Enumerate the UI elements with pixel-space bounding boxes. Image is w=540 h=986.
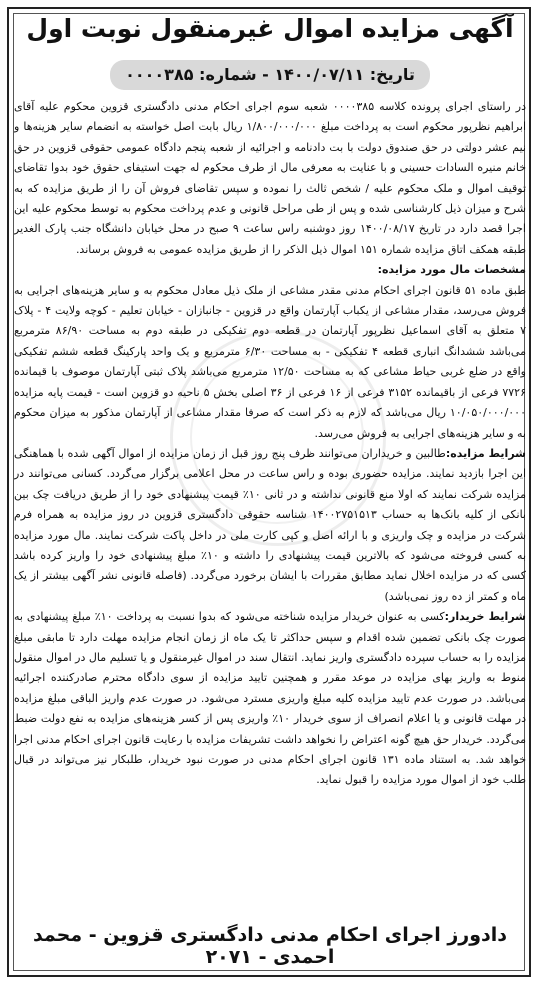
date-number-band: تاریخ: ۱۴۰۰/۰۷/۱۱ - شماره: ۰۰۰۰۳۸۵ [110, 60, 430, 90]
property-section-heading: مشخصات مال مورد مزایده: [377, 263, 526, 277]
conditions-lead: شرایط مزایده: [445, 446, 526, 460]
signature-footer: دادورز اجرای احکام مدنی دادگستری قزوین - محمد احمدی - ۲۰۷۱ [32, 924, 508, 968]
property-paragraph: طبق ماده ۵۱ قانون اجرای احکام مدنی مقدر مشاعی از ملک ذیل معادل محکوم به و سایر هزینه‌های اجرایی به فروش می‌رسد، مقدار مشاعی از یکباب آپارتمان واقع در قزوین - جانبازان - خیابان تعلیم - کوچه ولایت ۴ - پلاک ۷ متعلق به آقای اسماعیل نظرپور آپارتمان در قطعه دوم تفکیکی در طبقه دوم به مساحت ۸۶/۹۰ مترمربع می‌باشد ششدانگ انباری قطعه ۴ تفکیکی - به مساحت ۶/۳۰ مترمربع و یک واحد پارکینگ قطعه ششم تفکیکی واقع در ضلع غربی حیاط مشاعی که به مساحت ۱۲/۵۰ مترمربع می‌باشد پلاک ثبتی آپارتمان موصوف با قیمانده ۷۷۲۶ فرعی از باقیمانده ۳۱۵۲ فرعی از ۱۶ فرعی از ۳۶ اصلی بخش ۵ ناحیه دو قزوین است - قیمت پایه مزایده ۱۰/۰۵۰/۰۰۰/۰۰۰ ریال می‌باشد که لازم به ذکر است که صرفا مقدار مشاعی از آپارتمان مذکور به میزان محکوم به و سایر هزینه‌های اجرایی به فروش می‌رسد. [14, 283, 526, 440]
buyer-text: کسی به عنوان خریدار مزایده شناخته می‌شود که بدوا نسبت به پرداخت ۱۰٪ مبلغ پیشنهادی به صورت چک بانکی تضمین شده اقدام و سپس حداکثر تا یک ماه از زمان انجام مزایده مهلت دارد تا مابقی مبلغ مزایده را به حساب سپرده دادگستری واریز نماید. انتقال سند در اموال غیرمنقول و یا تسلیم مال در اموال منقول منوط به واریز بهای مزایده در موعد مقرر و همچنین تایید مزایده از سوی دادگاه محترم صادرکننده اجرائیه می‌باشد. در صورت عدم تایید مزایده کلیه مبلغ واریزی مسترد می‌شود. در صورت عدم واریز الباقی مبلغ مزایده در مهلت قانونی و یا اعلام انصراف از سوی خریدار ۱۰٪ واریزی پس از کسر هزینه‌های مزایده به نفع دولت ضبط می‌گردد. خریدار حق هیچ گونه اعتراض را نخواهد داشت تشریفات مزایده با رعایت قانون اجرای احکام مدنی اجرا خواهد شد. به استناد ماده ۱۳۱ قانون اجرای احکام مدنی در صورت نبود خریدار، طلبکار نیز می‌تواند در قبال طلب خود از اموال مورد مزایده را قبول نماید. [14, 610, 526, 787]
conditions-text: طالبین و خریداران می‌توانند ظرف پنج روز قبل از زمان مزایده از اموال آگهی شده با هماهنگی این اجرا بازدید نمایند. مزایده حضوری بوده و راس ساعت در محل اعلامی برگزار می‌گردد. کسانی می‌توانند در مزایده شرکت نمایند که اولا منع قانونی نداشته و در ثانی ۱۰٪ قیمت پیشنهادی خود را از طریق دریافت چک بین بانکی از کلیه بانک‌ها به حساب ۱۴۰۰۲۷۵۱۵۱۳ شناسه حقوقی دادگستری قزوین در روز مزایده به همراه فرم شرکت در مزایده و چک واریزی و با ارائه اصل و کپی کارت ملی در داخل پاکت شرکت نمایند. مال مورد مزایده به کسی فروخته می‌شود که بالاترین قیمت پیشنهادی را داشته و ۱۰٪ مبلغ پیشنهادی خود را واریز کرده باشد کسی که در مزایده اخلال نماید مطابق مقررات با ایشان برخورد می‌گردد. (فاصله قانونی نشر آگهی بیشتر از یک ماه و کمتر از ده روز نمی‌باشد) [14, 446, 526, 603]
notice-title: آگهی مزایده اموال غیرمنقول نوبت اول [26, 14, 514, 43]
notice-body [14, 97, 526, 912]
buyer-paragraph [14, 607, 526, 791]
conditions-paragraph [14, 444, 526, 607]
buyer-lead: شرایط خریدار: [444, 610, 526, 624]
intro-paragraph: در راستای اجرای پرونده کلاسه ۰۰۰۰۳۸۵ شعبه سوم اجرای احکام مدنی دادگستری قزوین محکوم علیه آقای ابراهیم نظرپور محکوم است به پرداخت مبلغ ۱/۸۰۰/۰۰۰/۰۰۰ ریال بابت اصل خواسته به انضمام سایر هزینه‌ها و نیم عشر دولتی در حق صندوق دولت با بت دادنامه و اجرائیه از شعبه پنجم دادگاه عمومی حقوقی قزوین در حق خانم منیره السادات حسینی و با عنایت به معرفی مال از طرف محکوم له جهت استیفای حقوق خود بدوا تقاضای توقیف اموال و ملک محکوم علیه / شخص ثالث را نموده و سپس تقاضای فروش آن را از طریق مزایده که به شرح و میزان ذیل کارشناسی شده و پس از طی مراحل قانونی و عدم پرداخت محکوم به توسط محکوم علیه این اجرا قصد دارد در تاریخ ۱۴۰۰/۰۸/۱۷ روز دوشنبه راس ساعت ۹ صبح در محل خیابان دانشگاه جنب پارک الغدیر طبقه همکف اتاق مزایده شماره ۱۵۱ اموال ذیل الذکر را از طریق مزایده عمومی به فروش برساند. [14, 100, 526, 256]
